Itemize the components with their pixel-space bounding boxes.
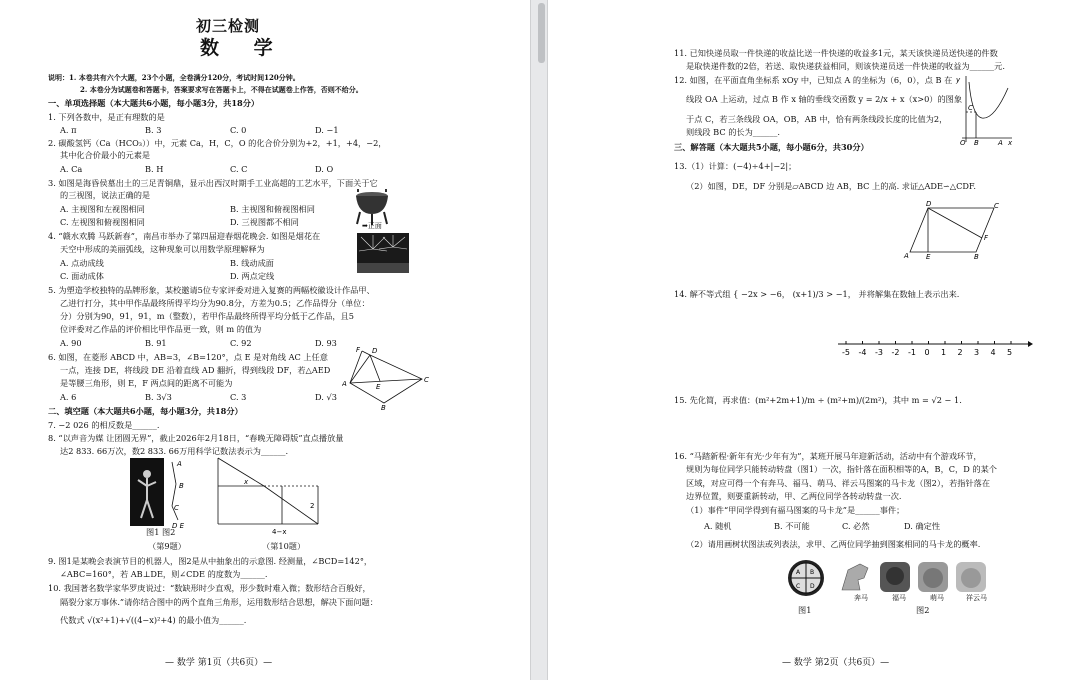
svg-text:C: C <box>174 504 179 512</box>
q12-text-cont: 于点 C，若三条线段 OA，OB，AB 中，恰有两条线段长度的比值为2， <box>686 114 948 124</box>
svg-text:B: B <box>810 569 815 576</box>
q3-text: 3. 如图是海昏侯墓出土的三足青铜鼎，显示出西汉时期手工业高超的工艺水平，下面关于它 <box>48 178 378 188</box>
svg-text:A: A <box>796 569 801 576</box>
horse-label: 福马 <box>892 594 906 602</box>
q3-option: B. 主视图和俯视图相同 <box>230 204 315 214</box>
q12-text: 12. 如图，在平面直角坐标系 xOy 中，已知点 A 的坐标为（6，0），点 B 在 <box>674 75 953 85</box>
arrow-front-label: ➡正面 <box>362 222 382 230</box>
q14-text: 14. 解不等式组 { −2x > −6， (x+1)/3 > −1， 并将解集在数轴上表示出来. <box>674 289 960 299</box>
q3-option: C. 左视图和俯视图相同 <box>60 217 145 227</box>
q2-text: 2. 碳酸氢钙（Ca（HCO₃））中，元素 Ca，H，C，O 的化合价分别为+2，+1，+4，−2， <box>48 138 387 148</box>
q5-option: A. 90 <box>60 338 82 348</box>
svg-text:C: C <box>796 583 801 590</box>
svg-text:D: D <box>372 347 378 355</box>
horse-label: 萌马 <box>930 594 944 602</box>
q4-option: A. 点动成线 <box>60 258 104 268</box>
svg-text:A: A <box>904 252 909 260</box>
q5-text-cont: 分）分别为90，91，91，m（整数），若甲作品最终所得平均分低于乙作品，且5 <box>60 311 354 321</box>
note-1: 说明：1. 本卷共有六个大题，23个小题，全卷满分120分，考试时间120分钟。 <box>48 73 300 82</box>
q2-option: D. O <box>315 164 334 174</box>
function-graph-figure <box>954 72 1016 146</box>
svg-text:F: F <box>356 346 361 354</box>
fig2-caption: 图2 <box>916 605 930 615</box>
robot-dancer-image <box>130 456 190 536</box>
svg-text:C: C <box>968 104 973 112</box>
q3-text-cont: 的三视图，说法正确的是 <box>60 190 151 200</box>
subject-title: 数 学 <box>200 37 287 59</box>
q7-text: 7. −2 026 的相反数是______. <box>48 420 160 430</box>
q4-text-cont: 天空中形成的美丽弧线，这种现象可以用数学原理解释为 <box>60 244 265 254</box>
q13-part1: 13.（1）计算：(−4)÷4+|−2|； <box>674 161 797 171</box>
section-2-heading: 二、填空题（本大题共6小题，每小题3分，共18分） <box>48 406 243 416</box>
svg-text:D: D <box>810 583 815 590</box>
svg-text:4−x: 4−x <box>272 528 287 536</box>
q5-option: C. 92 <box>230 338 252 348</box>
q5-option: D. 93 <box>315 338 337 348</box>
q1-option: C. 0 <box>230 125 247 135</box>
q1-option: B. 3 <box>145 125 162 135</box>
rhombus-figure <box>342 345 430 411</box>
spinner-disc-image <box>786 558 826 598</box>
q16-option: D. 确定性 <box>904 521 941 531</box>
svg-text:x: x <box>244 478 249 486</box>
q6-text-cont: 一点，连接 DE，将线段 DE 沿着直线 AD 翻折，得到线段 DF，若△AED <box>60 365 331 375</box>
svg-text:C: C <box>424 376 429 384</box>
svg-text:C: C <box>994 202 999 210</box>
fig9-caption: （第9题） <box>148 541 186 551</box>
q11-text-cont: 是取快递件数的2倍，若送、取快递获益相同，则该快递员送一件快递的收益为______元. <box>686 61 1005 71</box>
axis-tick-label: -5 <box>842 348 850 357</box>
triangles-figure <box>212 450 332 538</box>
horse-macarons-image <box>838 556 988 596</box>
axis-tick-label: 2 <box>957 348 963 357</box>
q6-option: A. 6 <box>60 392 77 402</box>
q6-option: C. 3 <box>230 392 247 402</box>
q4-option: B. 线动成面 <box>230 258 274 268</box>
number-line <box>834 334 1034 358</box>
svg-text:F: F <box>984 234 989 242</box>
q16-text-cont: 规则为每位同学只能转动转盘（图1）一次，指针落在面积相等的A，B，C，D 的某个 <box>686 464 997 474</box>
q11-text: 11. 已知快递员取一件快递的收益比送一件快递的收益多1元，某天该快递员送快递的件数 <box>674 48 998 58</box>
svg-text:2: 2 <box>310 502 315 510</box>
q6-option: D. √3 <box>315 392 337 402</box>
axis-tick-label: -2 <box>891 348 900 357</box>
q16-option: A. 随机 <box>704 521 732 531</box>
axis-tick-label: 1 <box>941 348 947 357</box>
svg-text:y: y <box>956 76 961 84</box>
axis-tick-label: 0 <box>924 348 930 357</box>
svg-text:D E: D E <box>172 522 185 530</box>
q1-text: 1. 下列各数中，是正有理数的是 <box>48 112 165 122</box>
q16-part2: （2）请用画树状图法或列表法，求甲、乙两位同学抽到图案相同的马卡龙的概率. <box>686 539 981 549</box>
q16-option: C. 必然 <box>842 521 870 531</box>
q9-text: 9. 图1是某晚会表演节目的机器人，图2是从中抽象出的示意图. 经测量，∠BCD=142°， <box>48 556 373 566</box>
svg-text:A: A <box>177 460 182 468</box>
q16-option: B. 不可能 <box>774 521 810 531</box>
q6-text-cont: 是等腰三角形，则 E，F 两点间的距离不可能为 <box>60 378 233 388</box>
q10-text-cont: 代数式 √(x²+1)+√((4−x)²+4) 的最小值为______. <box>60 615 247 625</box>
page-2 <box>548 0 1080 680</box>
svg-text:E: E <box>926 253 931 260</box>
q5-text-cont: 乙进行打分，其中甲作品最终所得平均分为90.8分，方差为0.5；乙作品得分（单位： <box>60 298 370 308</box>
q6-option: B. 3√3 <box>145 392 172 402</box>
q5-text-cont: 位评委对乙作品的评价相比甲作品更一致，则 m 的值为 <box>60 324 262 334</box>
q16-text: 16. “马踏新程·新年有光·少年有为”，某班开展马年迎新活动，活动中有个游戏环节， <box>674 451 982 461</box>
q12-text-cont: 则线段 BC 的长为______. <box>686 127 780 137</box>
q13-part2: （2）如图，DE，DF 分别是▱ABCD 边 AB，BC 上的高. 求证△ADE∽△CDF. <box>686 181 976 191</box>
q4-option: C. 面动成体 <box>60 271 104 281</box>
horse-label: 奔马 <box>854 594 868 602</box>
page-1-footer: — 数学 第1页（共6页）— <box>165 658 273 668</box>
axis-tick-label: 5 <box>1007 348 1013 357</box>
svg-text:A: A <box>342 380 347 388</box>
svg-text:E: E <box>376 383 381 391</box>
q16-text-cont: 区域，对应可得一个有奔马、福马、萌马、祥云马图案的马卡龙（图2），若指针落在 <box>686 478 991 488</box>
vertical-scrollbar[interactable] <box>538 3 545 63</box>
fig10-caption: （第10题） <box>262 541 306 551</box>
page-divider <box>530 0 548 680</box>
svg-text:B: B <box>974 253 979 260</box>
q10-text: 10. 我国著名数学家华罗庚说过：“数缺形时少直观，形少数时难入微；数形结合百般好， <box>48 583 371 593</box>
q2-option: A. Ca <box>60 164 83 174</box>
q1-option: D. −1 <box>315 125 339 135</box>
q15-text: 15. 先化简，再求值：(m²+2m+1)/m ÷ (m²+m)/(2m²)，其中 m = √2 − 1. <box>674 395 962 405</box>
fig9-labels: 图1 图2 <box>146 527 176 537</box>
axis-tick-label: -4 <box>858 348 867 357</box>
q12-text-cont: 线段 OA 上运动，过点 B 作 x 轴的垂线交函数 y = 2/x + x（x>0）的图象 <box>686 94 963 104</box>
q4-text: 4. “赣水欢腾 马跃新春”，南昌市举办了第四届迎春烟花晚会. 如图是烟花在 <box>48 231 321 241</box>
q1-option: A. π <box>60 125 77 135</box>
svg-text:x: x <box>1008 139 1013 146</box>
svg-text:D: D <box>926 200 932 208</box>
q3-option: A. 主视图和左视图相同 <box>60 204 145 214</box>
q10-text-cont: 隔裂分家万事休.”请你结合图中的两个直角三角形，运用数形结合思想，解决下面问题： <box>60 597 378 607</box>
q9-text-cont: ∠ABC=160°，若 AB⊥DE，则∠CDE 的度数为______. <box>60 569 268 579</box>
front-view-label: 正面 <box>367 222 382 230</box>
q16-text-cont: 边界位置，则要重新转动，甲、乙两位同学各转动转盘一次. <box>686 491 902 501</box>
svg-text:B: B <box>974 139 979 146</box>
fig1-caption: 图1 <box>798 605 812 615</box>
q2-option: B. H <box>145 164 164 174</box>
page-1 <box>0 0 530 680</box>
axis-tick-label: -3 <box>875 348 883 357</box>
svg-text:O: O <box>960 139 966 146</box>
q8-text: 8. “以声音为媒 让团圆无界”，截止2026年2月18日，“春晚无障碍版”直点播放量 <box>48 433 344 443</box>
exam-title: 初三检测 <box>196 17 261 35</box>
axis-tick-label: -1 <box>908 348 916 357</box>
q3-option: D. 三视图都不相同 <box>230 217 299 227</box>
q5-text: 5. 为塑造学校独特的品牌形象，某校邀请5位专家评委对进入复赛的两幅校徽设计作品甲、 <box>48 285 375 295</box>
q8-text-cont: 达2 833. 66万次，数2 833. 66万用科学记数法表示为______. <box>60 446 289 456</box>
parallelogram-figure <box>902 200 1002 260</box>
q4-option: D. 两点定线 <box>230 271 275 281</box>
axis-tick-label: 3 <box>974 348 980 357</box>
q6-text: 6. 如图，在菱形 ABCD 中，AB=3，∠B=120°，点 E 是对角线 AC 上任意 <box>48 352 328 362</box>
svg-text:B: B <box>179 482 184 490</box>
q16-part1: （1）事件“甲同学得到有福马图案的马卡龙”是______事件； <box>686 505 905 515</box>
page-2-footer: — 数学 第2页（共6页）— <box>782 658 890 668</box>
q2-option: C. C <box>230 164 248 174</box>
section-1-heading: 一、单项选择题（本大题共6小题，每小题3分，共18分） <box>48 98 260 108</box>
axis-tick-label: 4 <box>990 348 996 357</box>
section-3-heading: 三、解答题（本大题共5小题，每小题6分，共30分） <box>674 142 869 152</box>
q2-text-cont: 其中化合价最小的元素是 <box>60 150 151 160</box>
note-2: 2. 本卷分为试题卷和答题卡，答案要求写在答题卡上，不得在试题卷上作答，否则不给分。 <box>80 85 363 94</box>
svg-text:A: A <box>998 139 1003 146</box>
horse-label: 祥云马 <box>966 594 987 602</box>
fireworks-image <box>357 233 409 273</box>
svg-text:B: B <box>381 404 386 411</box>
q5-option: B. 91 <box>145 338 167 348</box>
